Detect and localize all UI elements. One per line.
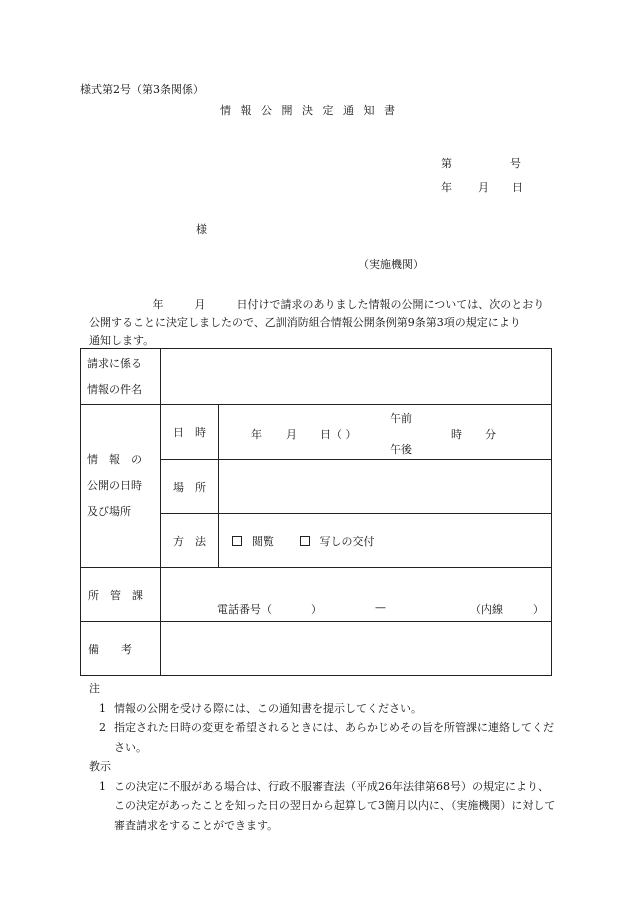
request-subject-label-2: 情報の件名 — [87, 382, 142, 396]
ext-label: （内線 — [470, 602, 503, 616]
doc-number-prefix: 第 — [441, 157, 452, 170]
intro-paragraph — [89, 296, 569, 350]
dt-month: 月 — [286, 428, 297, 441]
intro-line1: 日付けで請求のありました情報の公開については、次のとおり — [236, 298, 545, 311]
datetime-row — [81, 405, 552, 460]
schedule-label-3: 及び場所 — [87, 505, 131, 518]
intro-month: 月 — [194, 298, 206, 311]
method-label: 方 法 — [161, 514, 219, 568]
method-value — [219, 514, 552, 568]
remarks-label: 備 考 — [81, 622, 161, 676]
note-2: 2 指定された日時の変更を希望されるときには、あらかじめその旨を所管課に連絡してください。 — [99, 721, 554, 754]
intro-year: 年 — [152, 298, 164, 311]
request-subject-label — [81, 349, 161, 405]
dt-year: 年 — [251, 428, 262, 441]
place-label: 場 所 — [161, 460, 219, 514]
method-option-view[interactable]: 閲覧 — [232, 535, 278, 548]
department-row — [81, 568, 552, 622]
issuing-agency: （実施機関） — [358, 258, 424, 271]
dt-day: 日（ ） — [320, 428, 357, 441]
issue-date-day: 日 — [512, 181, 523, 194]
department-value[interactable] — [161, 568, 552, 622]
schedule-label — [81, 405, 161, 568]
tel-dash: — — [375, 600, 386, 614]
place-value[interactable] — [219, 460, 552, 514]
addressee-honorific: 様 — [196, 223, 207, 236]
notes-heading: 注 — [89, 682, 100, 695]
dt-am: 午前 — [390, 412, 412, 425]
schedule-label-1: 情 報 の — [87, 453, 142, 466]
method-option-copy[interactable]: 写しの交付 — [300, 535, 375, 548]
notes-section — [87, 679, 557, 835]
doc-number-suffix: 号 — [510, 157, 521, 170]
document-title: 情 報 公 開 決 定 通 知 書 — [220, 104, 398, 117]
remarks-value[interactable] — [161, 622, 552, 676]
form-number: 様式第2号（第3条関係） — [80, 83, 204, 96]
issue-date-year: 年 — [441, 181, 452, 194]
tel-label: 電話番号（ — [217, 602, 272, 616]
request-subject-row — [81, 349, 552, 405]
dt-pm: 午後 — [390, 443, 412, 456]
note-1: 1 情報の公開を受ける際には、この通知書を提示してください。 — [99, 701, 422, 715]
datetime-label: 日 時 — [161, 405, 219, 460]
request-subject-label-1: 請求に係る — [87, 356, 142, 370]
instruction-heading: 教示 — [89, 760, 111, 773]
remarks-row — [81, 622, 552, 676]
request-subject-value[interactable] — [161, 349, 552, 405]
copy-checkbox[interactable] — [300, 536, 310, 546]
instruction-1: 1 この決定に不服がある場合は、行政不服審査法（平成26年法律第68号）の規定により、この決定があったことを知った日の翌日から起算して3箇月以内に、（実施機関）に対して審査請求をすることができます。 — [99, 779, 556, 832]
tel-close: ） — [311, 602, 322, 616]
schedule-label-2: 公開の日時 — [87, 479, 142, 492]
ext-close: ） — [533, 602, 544, 616]
intro-line2: 公開することに決定しましたので、乙訓消防組合情報公開条例第9条第3項の規定により — [89, 316, 521, 329]
department-label: 所 管 課 — [81, 568, 161, 622]
dt-hour: 時 — [451, 428, 462, 441]
issue-date-month: 月 — [478, 181, 489, 194]
view-checkbox[interactable] — [232, 536, 242, 546]
datetime-value[interactable] — [219, 405, 552, 460]
notice-table — [80, 348, 552, 676]
intro-line3: 通知します。 — [89, 334, 155, 347]
dt-minute: 分 — [485, 428, 496, 441]
